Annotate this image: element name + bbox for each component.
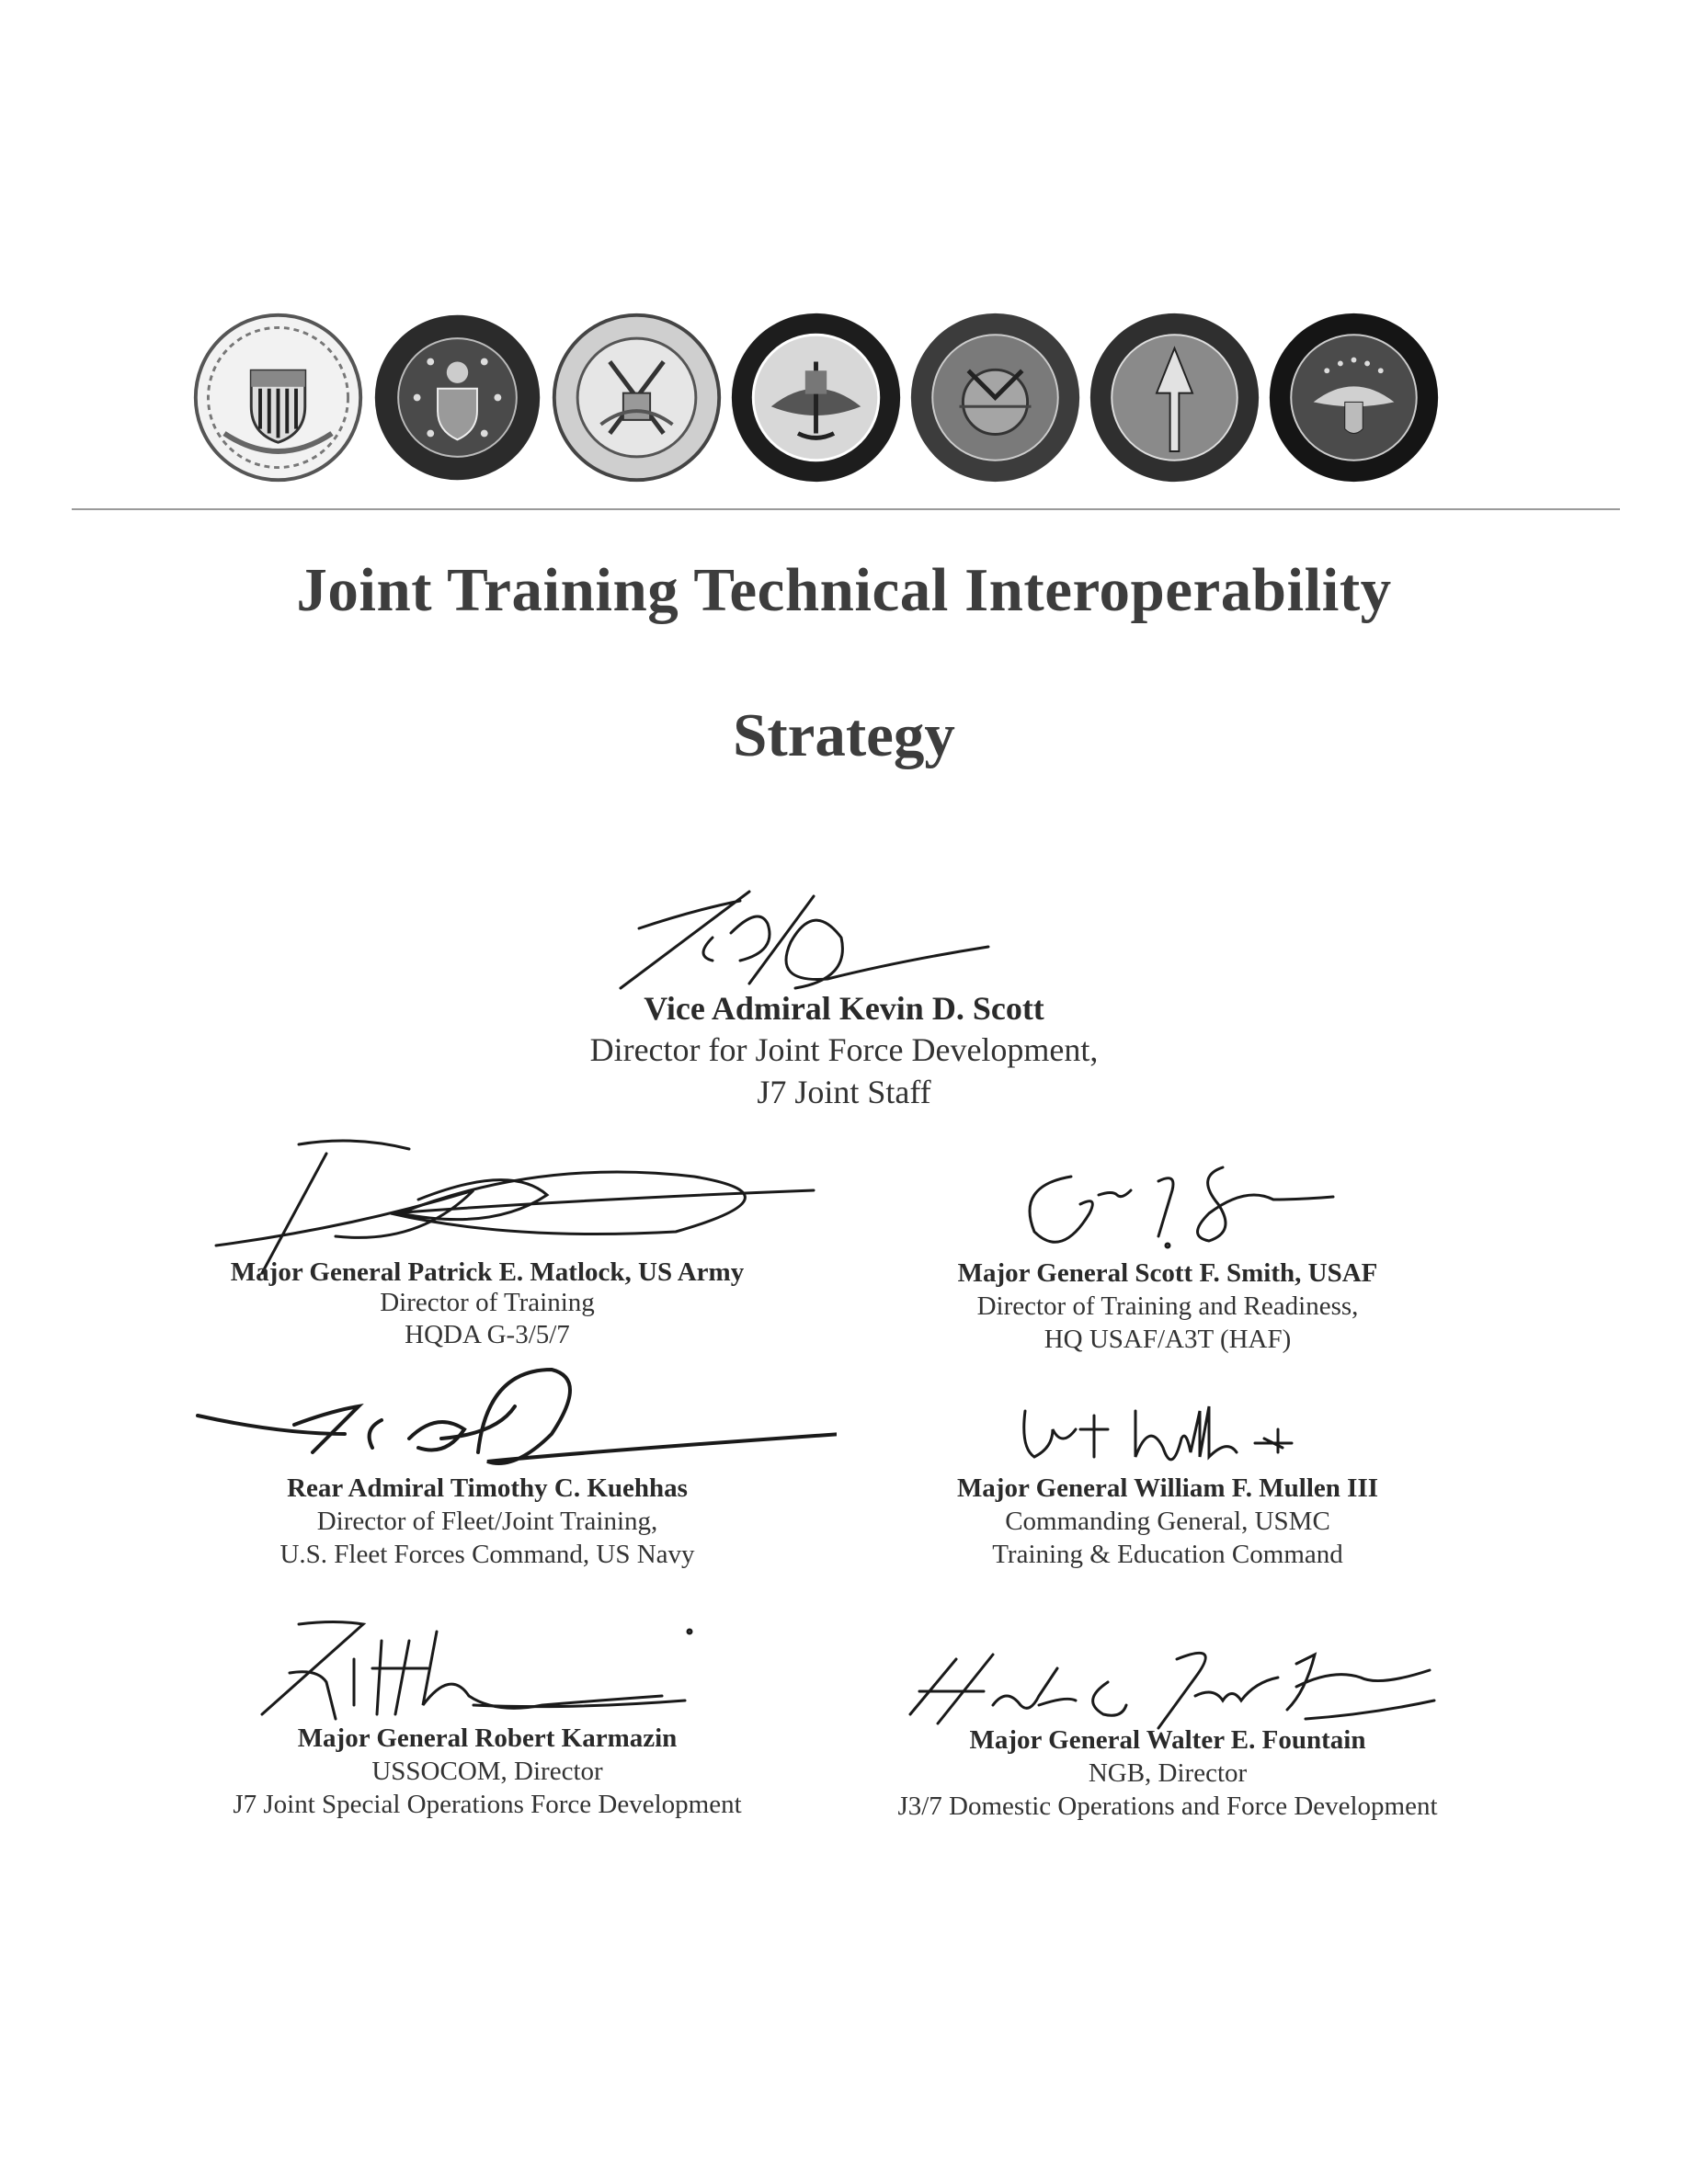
signatory-office: U.S. Fleet Forces Command, US Navy [279,1540,695,1569]
seals-row [188,303,1476,506]
signatory-smith [906,1257,1430,1356]
signatory-office: HQ USAF/A3T (HAF) [1044,1325,1292,1354]
signatory-matlock [152,1257,823,1351]
signatory-name: Rear Admiral Timothy C. Kuehhas [287,1473,688,1503]
signature-karmazin [253,1613,731,1723]
signature-fountain [901,1641,1443,1733]
signatory-title: NGB, Director [1088,1758,1248,1788]
signature-scott [602,873,1080,997]
signatory-name: Vice Admiral Kevin D. Scott [644,990,1044,1027]
signatory-karmazin [152,1722,823,1821]
signatory-title: Director for Joint Force Development, [589,1031,1099,1068]
signatory-kuehhas [152,1472,823,1571]
signatory-name: Major General Walter E. Fountain [969,1725,1366,1755]
header-rule [72,508,1620,510]
signatory-fountain [846,1723,1489,1823]
signature-kuehhas [193,1360,837,1471]
signatory-office: J7 Joint Staff [757,1074,931,1110]
signatory-office: HQDA G-3/5/7 [405,1320,570,1349]
signatory-title: Commanding General, USMC [1005,1507,1330,1536]
dod-seal-icon [1264,303,1443,492]
signatory-name: Major General Robert Karmazin [297,1723,678,1753]
air-force-seal-icon [368,303,547,492]
signature-mullen [1016,1402,1329,1471]
signatory-name: Major General Scott F. Smith, USAF [957,1258,1378,1288]
signatory-title: USSOCOM, Director [371,1757,603,1786]
signatory-office: Training & Education Command [992,1540,1343,1569]
signatory-office: J3/7 Domestic Operations and Force Development [897,1792,1438,1821]
joint-chiefs-seal-icon [188,303,368,492]
signature-smith [1007,1149,1338,1259]
navy-seal-icon [726,303,906,492]
signatory-title: Director of Fleet/Joint Training, [316,1507,658,1536]
document-subtitle: Strategy [733,701,955,769]
document-title: Joint Training Technical Interoperability [296,556,1392,624]
marine-corps-seal-icon [906,303,1085,492]
signatory-name: Major General William F. Mullen III [956,1473,1379,1503]
signatory-title: Director of Training and Readiness, [976,1291,1359,1321]
signatory-name: Major General Patrick E. Matlock, US Army [230,1257,745,1287]
socom-seal-icon [1085,303,1264,492]
signatory-title: Director of Training [380,1288,595,1317]
signatory-scott [384,988,1304,1113]
army-seal-icon [547,303,726,492]
signatory-office: J7 Joint Special Operations Force Development [233,1790,742,1819]
signatory-mullen [887,1472,1448,1571]
